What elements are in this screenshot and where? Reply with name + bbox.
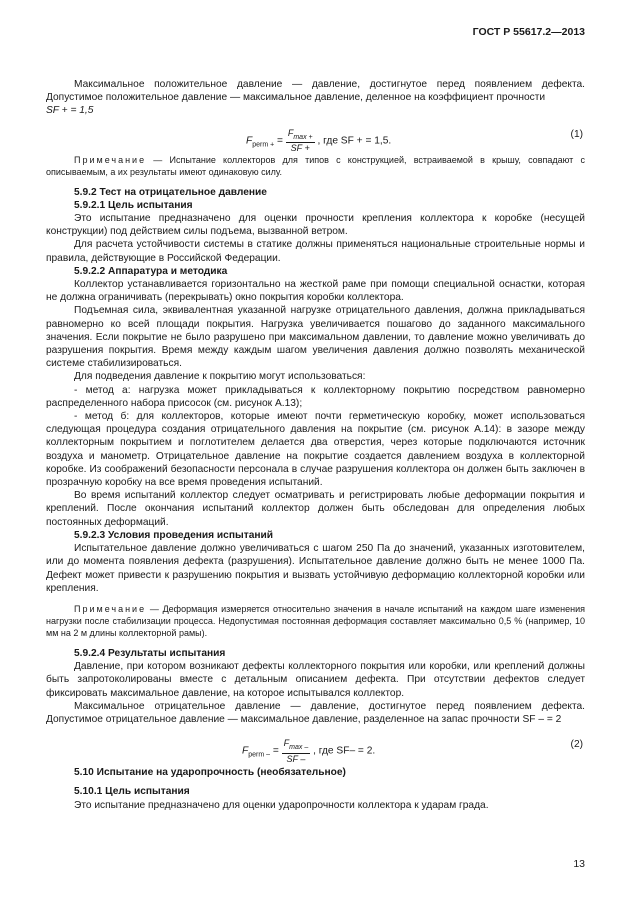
paragraph: Давление, при котором возникают дефекты коллекторного покрытия или коробки, или креплений должны быть запротоколированы вместе с детальным описанием дефекта. При отсутствии дефектов следует фиксировать максимальное давление, на которое испытывался коллектор.	[46, 661, 585, 699]
formula-fraction	[286, 128, 315, 154]
note	[46, 154, 585, 178]
formula-1: $F_{perm +}$ = $\frac{F_{max +}}{SF +}$ , где SF + = 1,5. (1)	[246, 127, 583, 154]
formula-lhs-sub: perm +	[252, 141, 275, 149]
paragraph: Во время испытаний коллектор следует осматривать и регистрировать любые деформации покрытия и креплений. После окончания испытаний коллектор должен быть обследован для определения любых постоянных деформаций.	[46, 490, 585, 528]
formula-number: (1)	[570, 128, 583, 140]
formula-number: (2)	[570, 739, 583, 751]
section-heading: 5.9.2.1 Цель испытания	[74, 199, 193, 211]
formula-numerator-sub: max +	[293, 133, 313, 141]
list-item: - метод б: для коллекторов, которые имеют почти герметическую коробку, может использоваться следующая процедура создания отрицательного давления на покрытие (см. рисунок А.14): в зазоре между коллекторным покрытием и поглотителем делается два отверстия, через которые подключаются источник воздуха и манометр. Отрицательное давление на покрытие создается давлением воздуха в коллекторной коробке. Из соображений безопасности персонала в случае разрушения коллектора он должен быть заключен в прозрачную коробку на все время проведения испытаний.	[46, 411, 585, 489]
formula-denominator: SF –	[286, 753, 306, 764]
formula-condition: , где SF– = 2.	[313, 745, 376, 757]
section-heading: 5.10 Испытание на ударопрочность (необязательное)	[74, 767, 346, 779]
formula-condition: , где SF + = 1,5.	[317, 135, 392, 147]
note-label: Примечание	[74, 603, 147, 614]
formula-lhs: F	[242, 745, 249, 757]
paragraph: Для расчета устойчивости системы в статике должны применяться национальные строительные нормы и правила, действующие в Российской Федерации.	[46, 239, 585, 264]
paragraph: Это испытание предназначено для оценки ударопрочности коллектора к ударам града.	[74, 799, 489, 811]
note-label: Примечание	[74, 154, 147, 165]
formula-lhs-sub: perm –	[248, 751, 271, 759]
paragraph: Максимальное положительное давление — давление, достигнутое перед появлением дефекта. Допустимое положительное давление — максимальное давление, деленное на коэффициент прочности	[46, 79, 585, 104]
formula-numerator: F	[283, 738, 290, 749]
paragraph: Максимальное отрицательное давление — давление, достигнутое перед появлением дефекта. Допустимое отрицательное давление — максимальное давление, разделенное на запас прочности SF – = 2	[46, 700, 585, 725]
paragraph: Подъемная сила, эквивалентная указанной нагрузке отрицательного давления, должна прикладываться равномерно ко всей площади покрытия. Нагрузка увеличивается пошагово до заданного максимального значения. Если покрытие не было разрушено при максимальном давлении, то давление можно увеличивать до разрушения покрытия. Время между каждым шагом увеличения давления должно позволять механической системе стабилизироваться.	[46, 305, 585, 370]
note-text: — Деформация измеряется относительно значения в начале испытаний на каждом шаге изменения нагрузки после стабилизации процесса. Недопустимая постоянная деформация составляет максимально 0,5 % (например, 10 мм на 2 м длины коллекторной рамы).	[46, 603, 585, 638]
paragraph: Коллектор устанавливается горизонтально на жесткой раме при помощи специальной оснастки, которая не должна ограничивать (перекрывать) окно покрытия коробки коллектора.	[46, 279, 585, 304]
section-heading: 5.10.1 Цель испытания	[74, 786, 190, 798]
section-heading: 5.9.2 Тест на отрицательное давление	[74, 186, 267, 198]
formula-numerator: F	[287, 127, 294, 138]
formula-2: $F_{perm -}$ = $\frac{F_{max -}}{SF -}$ , где SF– = 2. (2)	[242, 738, 583, 764]
list-item: - метод а: нагрузка может прикладываться к коллекторному покрытию посредством равномерно распределенного набора присосок (см. рисунок А.13);	[46, 384, 585, 409]
safety-factor-text: SF + = 1,5	[46, 105, 94, 117]
formula-numerator-sub: max –	[289, 743, 309, 751]
formula-lhs: F	[246, 135, 253, 147]
document-body	[46, 78, 585, 812]
note-text: — Испытание коллекторов для типов с конструкцией, встраиваемой в крышу, совпадают с описываемым, а их результаты имеют одинаковую силу.	[46, 154, 585, 177]
paragraph: Для подведения давление к покрытию могут использоваться:	[74, 371, 366, 383]
section-heading: 5.9.2.3 Условия проведения испытаний	[74, 529, 274, 541]
document-header: ГОСТ Р 55617.2—2013	[472, 26, 585, 38]
formula-fraction	[282, 738, 311, 764]
paragraph: Испытательное давление должно увеличиваться с шагом 250 Па до значений, указанных изготовителем, или до момента появления дефекта (разрушения). Испытательное давление должно быть не менее 1000 Па. Дефект может привести к разрушению покрытия и вызвать устойчивую деформацию коллекторной коробки или крепления.	[46, 543, 585, 594]
paragraph: Это испытание предназначено для оценки прочности крепления коллектора к коробке (несущей конструкции) под действием силы подъема, вызванной ветром.	[46, 213, 585, 238]
paragraph	[46, 104, 585, 117]
formula-denominator: SF +	[290, 143, 310, 154]
note	[46, 603, 585, 639]
section-heading: 5.9.2.4 Результаты испытания	[74, 647, 226, 659]
section-heading: 5.9.2.2 Аппаратура и методика	[74, 265, 228, 277]
page-number: 13	[573, 858, 585, 870]
